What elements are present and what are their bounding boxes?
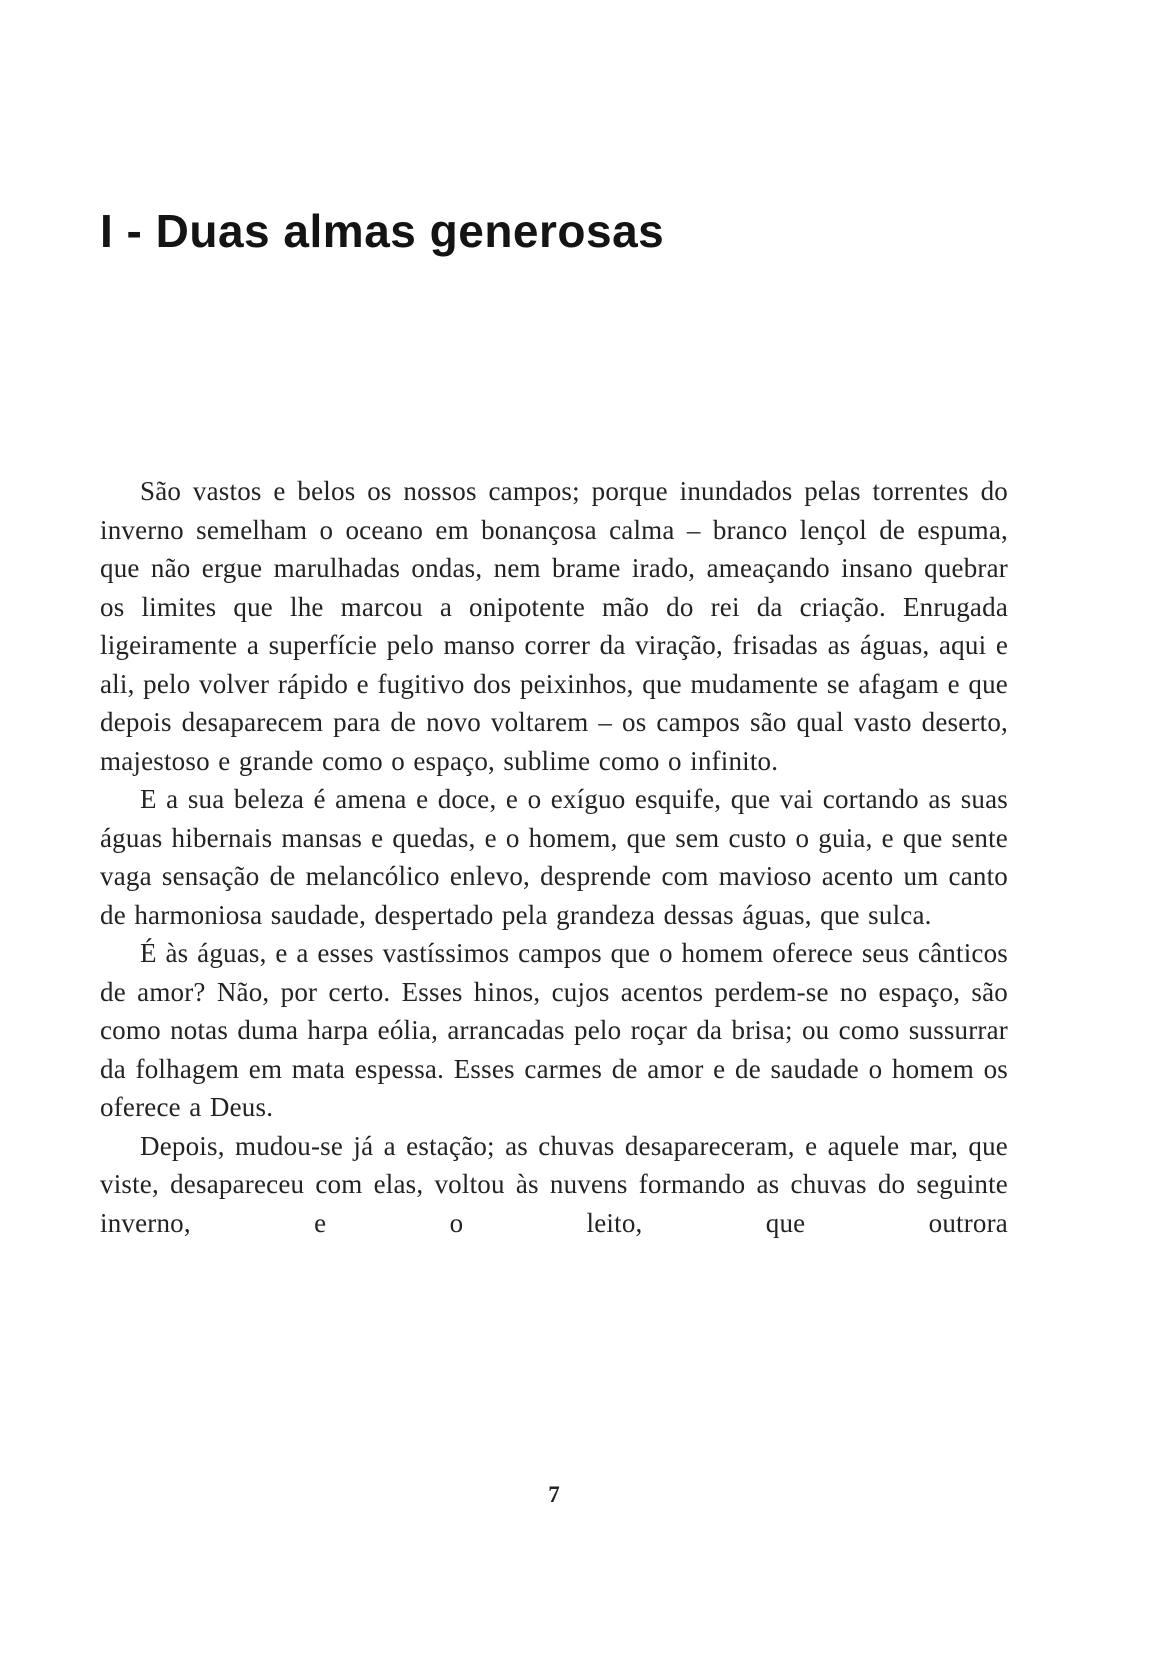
paragraph: São vastos e belos os nossos campos; porque inundados pelas torrentes do inverno semelham o oceano em bonançosa calma – branco lençol de espuma, que não ergue marulhadas ondas, nem brame irado, ameaçando insano quebrar os limites que lhe marcou a onipotente mão do rei da criação. Enrugada ligeiramente a superfície pelo manso correr da viração, frisadas as águas, aqui e ali, pelo volver rápido e fugitivo dos peixinhos, que mudamente se afagam e que depois desaparecem para de novo voltarem – os campos são qual vasto deserto, majestoso e grande como o espaço, sublime como o infinito. — [100, 476, 1008, 776]
chapter-title: I - Duas almas generosas — [100, 205, 665, 257]
body-text — [100, 472, 1008, 1242]
paragraph: E a sua beleza é amena e doce, e o exíguo esquife, que vai cortando as suas águas hibernais mansas e quedas, e o homem, que sem custo o guia, e que sente vaga sensação de melancólico enlevo, desprende com mavioso acento um canto de harmoniosa saudade, despertado pela grandeza dessas águas, que sulca. — [100, 784, 1008, 930]
paragraph: Depois, mudou-se já a estação; as chuvas desapareceram, e aquele mar, que viste, desapareceu com elas, voltou às nuvens formando as chuvas do seguinte inverno, e o leito, que outrora — [100, 1130, 1008, 1238]
paragraph: É às águas, e a esses vastíssimos campos que o homem oferece seus cânticos de amor? Não, por certo. Esses hinos, cujos acentos perdem-se no espaço, são como notas duma harpa eólia, arrancadas pelo roçar da brisa; ou como sussurrar da folhagem em mata espessa. Esses carmes de amor e de saudade o homem os oferece a Deus. — [100, 938, 1008, 1122]
page-number: 7 — [548, 1482, 560, 1507]
